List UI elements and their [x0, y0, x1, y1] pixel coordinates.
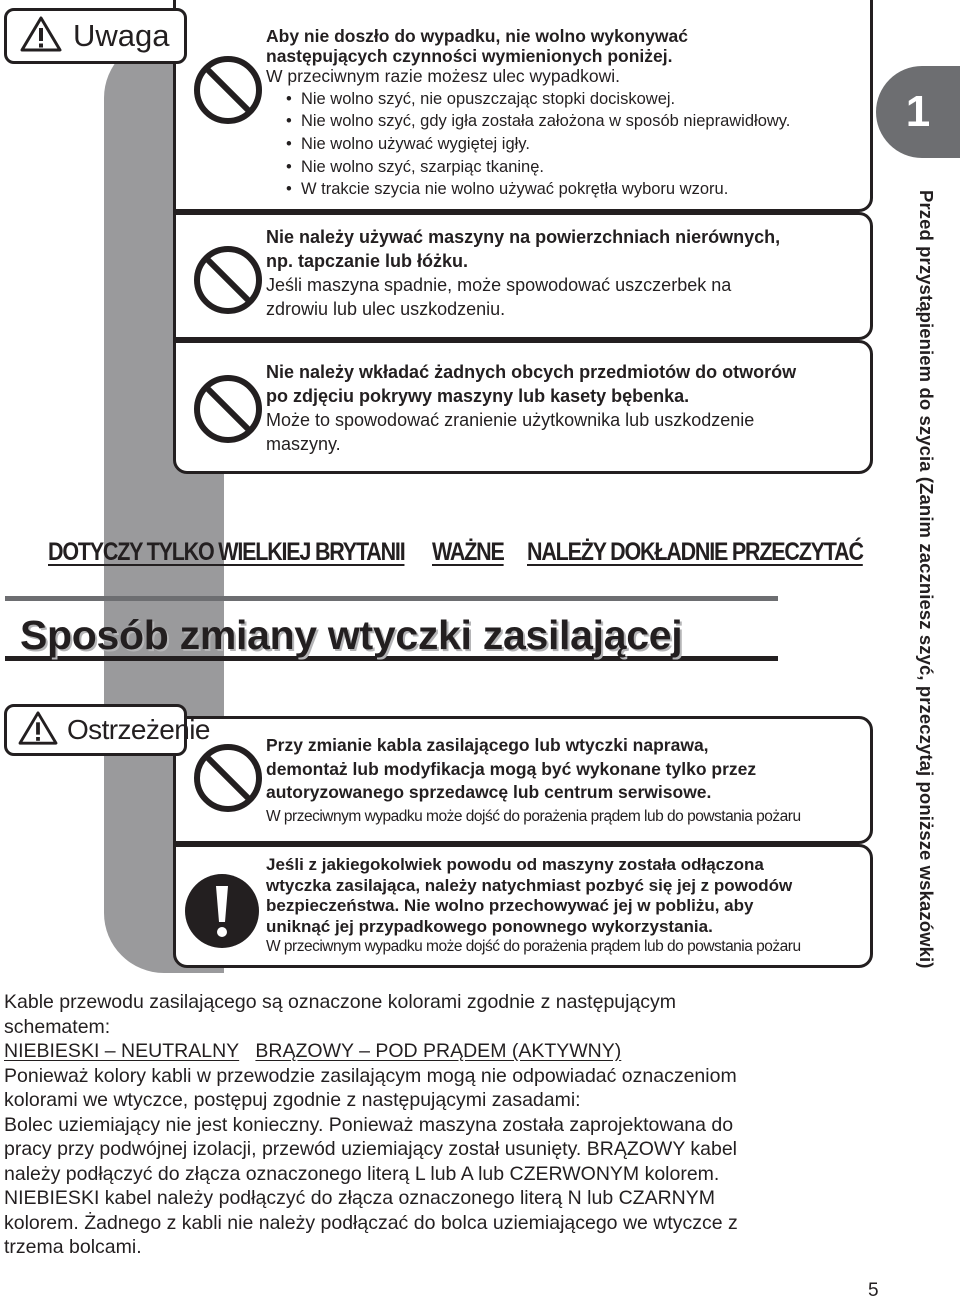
paragraph-line: kolorami we wtyczce, postępuj zgodnie z następującymi zasadami: [4, 1089, 581, 1111]
paragraph-line: należy podłączyć do złącza oznaczonego literą L lub A lub CZERWONYM kolorem. [4, 1162, 720, 1185]
caution-item-text: Jeśli maszyna spadnie, może spowodować uszczerbek na [266, 275, 732, 295]
warning-label: Ostrzeżenie [67, 714, 210, 745]
warning-item-1 [266, 734, 866, 828]
bullet-text: Nie wolno używać wygiętej igły. [300, 135, 530, 153]
bullet-text: Nie wolno szyć, nie opuszczając stopki dociskowej. [300, 90, 676, 108]
wire-color-scheme [4, 1039, 864, 1064]
warning-item-bold: uniknąć jej przypadkowego ponownego wykorzystania. [266, 916, 713, 936]
chapter-tab: 1 [876, 66, 960, 158]
prohibition-icon [192, 373, 264, 445]
paragraph-line: trzema bolcami. [4, 1236, 142, 1258]
paragraph-line: NIEBIESKI kabel należy podłączyć do złącza oznaczonego literą N lub CZARNYM [4, 1187, 715, 1209]
bullet-text: Nie wolno szyć, szarpiąc tkaninę. [300, 158, 544, 176]
caution-item-2 [266, 225, 866, 321]
paragraph-line: Kable przewodu zasilającego są oznaczone kolorami zgodnie z następującym [4, 991, 677, 1013]
list-item: • Nie wolno szyć, gdy igła została założona w sposób nieprawidłowy. [286, 112, 791, 130]
bullet-text: Nie wolno szyć, gdy igła została założona w sposób nieprawidłowy. [300, 112, 791, 130]
wiring-instructions [4, 990, 864, 1260]
warning-item-bold: Przy zmianie kabla zasilającego lub wtyczki naprawa, [266, 735, 709, 755]
caution-intro-line: W przeciwnym razie możesz ulec wypadkowi. [266, 66, 620, 86]
paragraph-line: kolorem. Żadnego z kabli nie należy podłączać do bolca uziemiającego we wtyczce z [4, 1211, 738, 1234]
prohibition-icon [192, 54, 264, 126]
bullet-text: W trakcie szycia nie wolno używać pokrętła wyboru wzoru. [300, 180, 729, 198]
page-title: Sposób zmiany wtyczki zasilającej [20, 612, 683, 658]
caution-item-text: zdrowiu lub ulec uszkodzeniu. [266, 299, 506, 319]
caution-item-3 [266, 360, 866, 456]
paragraph-line: Ponieważ kolory kabli w przewodzie zasilającym mogą nie odpowiadać oznaczeniom [4, 1064, 737, 1087]
caution-item-bold: po zdjęciu pokrywy maszyny lub kasety bębenka. [266, 386, 690, 406]
warning-item-bold: wtyczka zasilająca, należy natychmiast pozbyć się jej z powodów [266, 875, 793, 895]
page-number: 5 [868, 1280, 879, 1301]
list-item: • W trakcie szycia nie wolno używać pokrętła wyboru wzoru. [286, 180, 729, 198]
warning-item-text: W przeciwnym wypadku może dojść do porażenia prądem lub do powstania pożaru [266, 938, 801, 955]
caution-header [4, 8, 187, 64]
warning-item-bold: autoryzowanego sprzedawcę lub centrum serwisowe. [266, 782, 712, 802]
warning-item-text: W przeciwnym wypadku może dojść do porażenia prądem lub do powstania pożaru [266, 807, 801, 825]
caution-intro-line: następujących czynności wymienionych poniżej. [266, 46, 673, 66]
caution-item-text: maszyny. [266, 434, 341, 454]
list-item: • Nie wolno używać wygiętej igły. [286, 135, 530, 153]
blue-wire-label: NIEBIESKI – NEUTRALNY [4, 1040, 240, 1062]
paragraph-line: Bolec uziemiający nie jest konieczny. Ponieważ maszyna została zaprojektowana do [4, 1113, 734, 1136]
warning-item-bold: demontaż lub modyfikacja mogą być wykonane tylko przez [266, 758, 757, 779]
caution-label: Uwaga [73, 18, 170, 53]
warning-triangle-icon [19, 15, 63, 58]
caution-intro [266, 25, 866, 88]
chapter-vertical-title: Przed przystąpieniem do szycia (Zanim zaczniesz szyć, przeczytaj poniższe wskazówki) [916, 190, 937, 969]
prohibition-icon [192, 742, 264, 814]
paragraph-line: schematem: [4, 1015, 111, 1038]
caution-item-text: Może to spowodować zranienie użytkownika lub uszkodzenie [266, 410, 755, 430]
list-item: • Nie wolno szyć, nie opuszczając stopki dociskowej. [286, 90, 676, 108]
warning-item-2 [266, 855, 866, 958]
warning-triangle-icon [17, 710, 59, 751]
caution-item-bold: Nie należy wkładać żadnych obcych przedmiotów do otworów [266, 362, 797, 382]
list-item: • Nie wolno szyć, szarpiąc tkaninę. [286, 158, 544, 176]
paragraph-line: pracy przy podwójnej izolacji, przewód uziemiający został usunięty. BRĄZOWY kabel [4, 1138, 738, 1160]
uk-notice-part-2: WAŻNE [432, 538, 504, 566]
prohibition-icon [192, 244, 264, 316]
caution-item-bold: np. tapczanie lub łóżku. [266, 251, 469, 271]
caution-item-bold: Nie należy używać maszyny na powierzchniach nierównych, [266, 227, 781, 247]
uk-notice-part-3: NALEŻY DOKŁADNIE PRZECZYTAĆ [527, 538, 863, 566]
brown-wire-label: BRĄZOWY – POD PRĄDEM (AKTYWNY) [255, 1040, 622, 1062]
exclamation-icon [183, 872, 261, 950]
warning-item-bold: Jeśli z jakiegokolwiek powodu od maszyny została odłączona [266, 855, 764, 874]
warning-item-bold: bezpieczeństwa. Nie wolno przechowywać jej w pobliżu, aby [266, 896, 754, 915]
caution-intro-line: Aby nie doszło do wypadku, nie wolno wykonywać [266, 26, 689, 46]
uk-notice-part-1: DOTYCZY TYLKO WIELKIEJ BRYTANII [48, 538, 405, 566]
warning-header [4, 704, 210, 756]
